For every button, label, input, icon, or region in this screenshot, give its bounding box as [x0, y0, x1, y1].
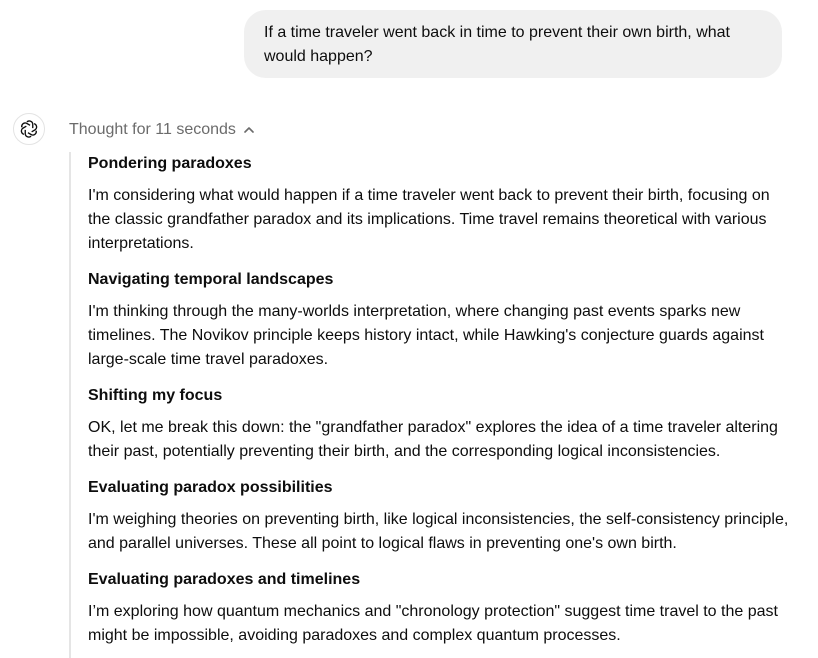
- thought-section-text: I'm thinking through the many-worlds interpretation, where changing past events sparks new timelines. The Novikov principle keeps history intact, while Hawking's conjecture guards against large-scale time travel paradoxes.: [88, 303, 764, 368]
- chevron-up-icon: [242, 123, 256, 137]
- thought-section-text: I’m exploring how quantum mechanics and "chronology protection" suggest time travel to the past might be impossible, avoiding paradoxes and complex quantum processes.: [88, 603, 778, 644]
- thought-section-title: Shifting my focus: [88, 387, 223, 404]
- thought-section-title: Navigating temporal landscapes: [88, 271, 334, 288]
- thought-section: [88, 268, 789, 372]
- thought-section-title: Pondering paradoxes: [88, 155, 252, 172]
- thought-section-text: OK, let me break this down: the "grandfather paradox" explores the idea of a time traveler altering their past, potentially preventing their birth, and the corresponding logical inconsistencies.: [88, 419, 778, 460]
- thought-toggle-button[interactable]: [69, 119, 256, 141]
- thought-section: [88, 384, 789, 464]
- thought-duration-label: Thought for 11 seconds: [69, 121, 236, 138]
- openai-logo-icon: [19, 119, 39, 139]
- thought-section: [88, 152, 789, 256]
- thought-section: [88, 476, 789, 556]
- thought-section: [88, 568, 789, 648]
- user-message-bubble: [244, 10, 782, 78]
- thought-section-title: Evaluating paradox possibilities: [88, 479, 333, 496]
- thought-section-text: I'm considering what would happen if a time traveler went back to prevent their birth, focusing on the classic grandfather paradox and its implications. Time travel remains theoretical with various interpretations.: [88, 187, 770, 252]
- user-message-text: If a time traveler went back in time to prevent their own birth, what would happen?: [264, 24, 730, 65]
- thought-section-title: Evaluating paradoxes and timelines: [88, 571, 361, 588]
- assistant-avatar: [13, 113, 45, 145]
- thought-content: [69, 152, 789, 658]
- thought-section-text: I'm weighing theories on preventing birth, like logical inconsistencies, the self-consistency principle, and parallel universes. These all point to logical flaws in preventing one's own birth.: [88, 511, 789, 552]
